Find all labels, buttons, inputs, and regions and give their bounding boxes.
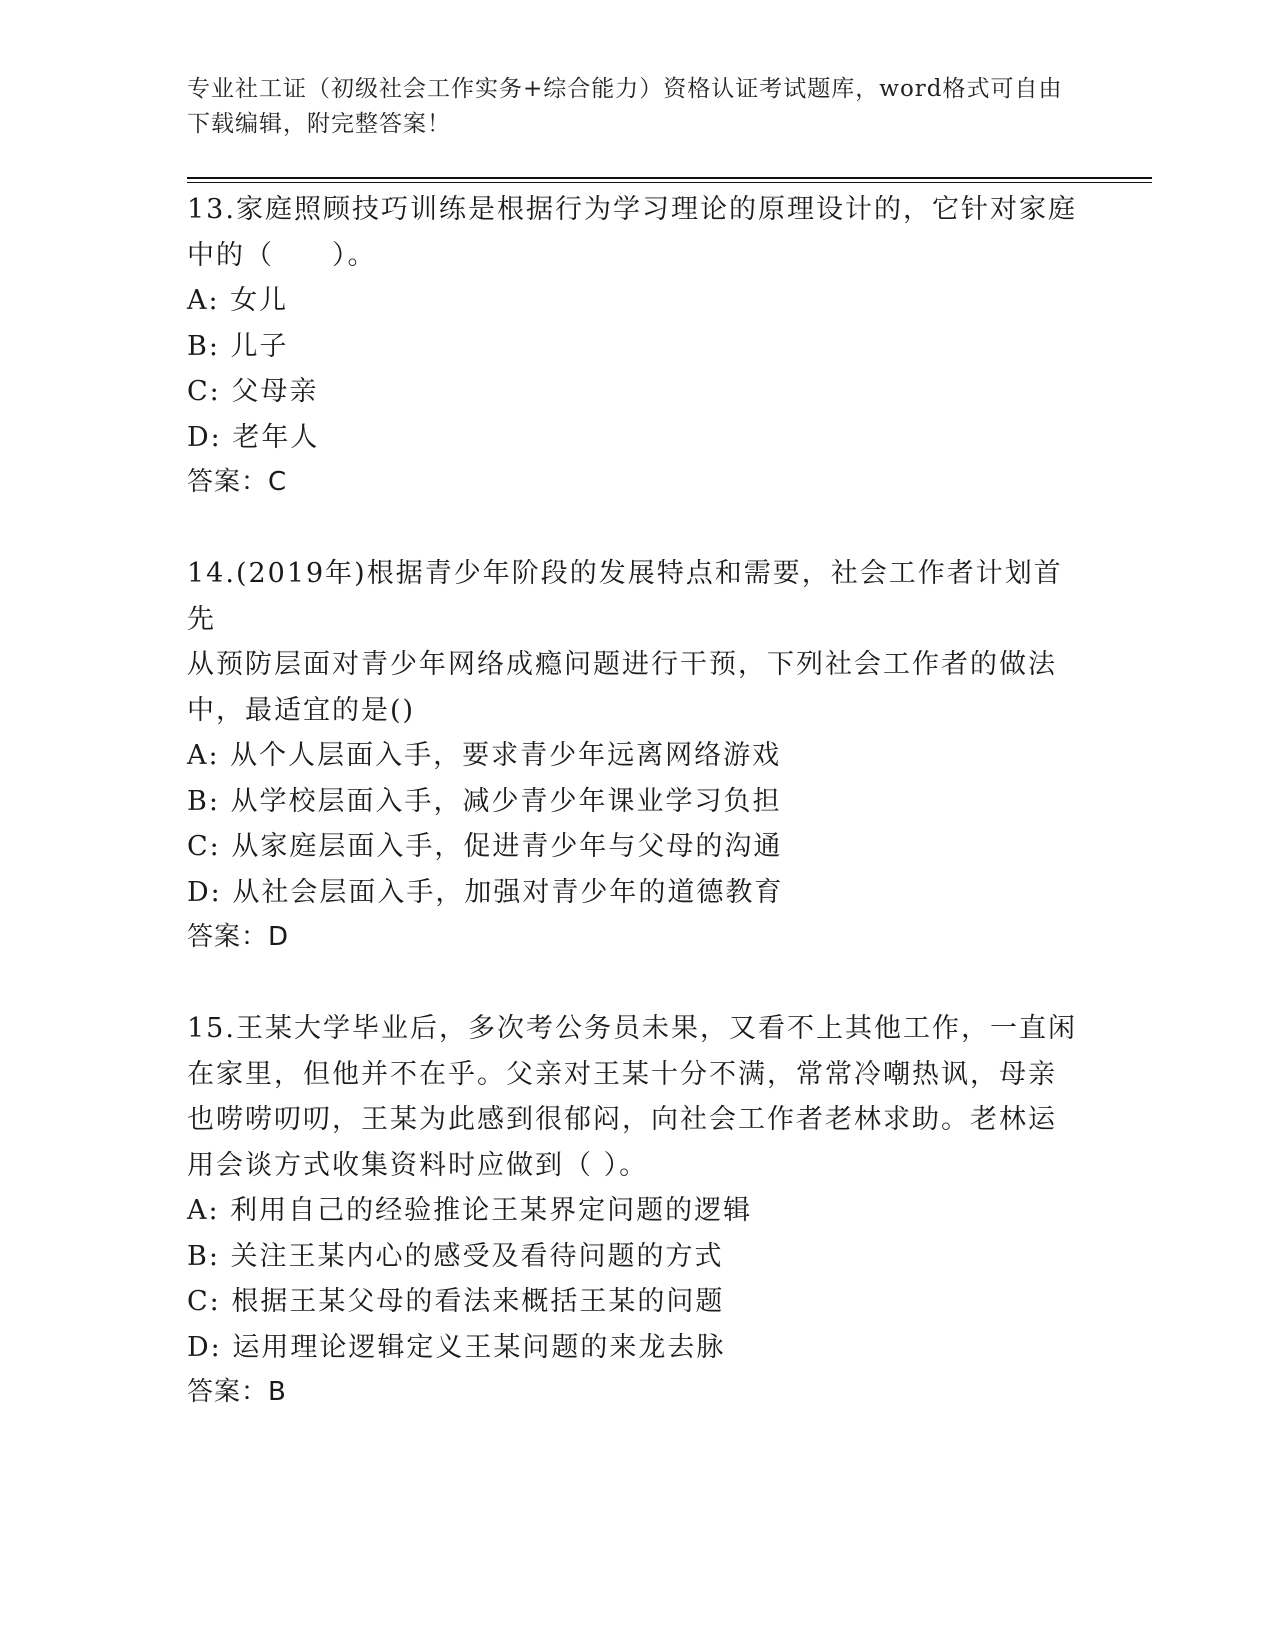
option-c: C: 根据王某父母的看法来概括王某的问题	[187, 1286, 725, 1317]
question-stem-line: 13.家庭照顾技巧训练是根据行为学习理论的原理设计的，它针对家庭	[187, 194, 1077, 225]
question-spacer	[187, 961, 1087, 1007]
option-a: A: 从个人层面入手，要求青少年远离网络游戏	[187, 740, 782, 771]
question-list	[187, 187, 1087, 1416]
question-stem-line: 中，最适宜的是()	[187, 694, 416, 726]
option-c: C: 从家庭层面入手，促进青少年与父母的沟通	[187, 831, 783, 862]
header-line-2: 下载编辑，附完整答案！	[187, 111, 451, 137]
option-d: D: 从社会层面入手，加强对青少年的道德教育	[187, 876, 784, 908]
question-stem-line: 也唠唠叨叨，王某为此感到很郁闷，向社会工作者老林求助。老林运	[187, 1104, 1057, 1135]
answer-line: 答案：C	[187, 467, 288, 497]
option-d: D: 老年人	[187, 421, 320, 453]
header-line-1: 专业社工证（初级社会工作实务+综合能力）资格认证考试题库，word格式可自由	[187, 76, 1063, 102]
header-divider-thin	[187, 182, 1152, 183]
question-stem-line: 14.(2019年)根据青少年阶段的发展特点和需要，社会工作者计划首先	[187, 558, 1063, 635]
option-c: C: 父母亲	[187, 376, 319, 407]
option-b: B: 儿子	[187, 330, 289, 362]
option-a: A: 利用自己的经验推论王某界定问题的逻辑	[187, 1195, 753, 1226]
question-spacer	[187, 506, 1087, 552]
option-d: D: 运用理论逻辑定义王某问题的来龙去脉	[187, 1331, 726, 1363]
answer-line: 答案：B	[187, 1377, 287, 1407]
question-stem-line: 15.王某大学毕业后，多次考公务员未果，又看不上其他工作，一直闲	[187, 1013, 1077, 1044]
header-divider-thick	[187, 177, 1152, 179]
question-15	[187, 1006, 1087, 1416]
question-stem-line: 在家里，但他并不在乎。父亲对王某十分不满，常常冷嘲热讽，母亲	[187, 1058, 1057, 1090]
question-14	[187, 551, 1087, 961]
question-stem-line: 中的（ ）。	[187, 239, 377, 271]
question-13	[187, 187, 1087, 506]
document-header	[187, 72, 1087, 142]
question-stem-line: 用会谈方式收集资料时应做到（ ）。	[187, 1149, 649, 1181]
option-b: B: 关注王某内心的感受及看待问题的方式	[187, 1240, 724, 1272]
answer-line: 答案：D	[187, 922, 290, 952]
question-stem-line: 从预防层面对青少年网络成瘾问题进行干预，下列社会工作者的做法	[187, 649, 1057, 680]
option-a: A: 女儿	[187, 285, 289, 316]
option-b: B: 从学校层面入手，减少青少年课业学习负担	[187, 785, 782, 817]
